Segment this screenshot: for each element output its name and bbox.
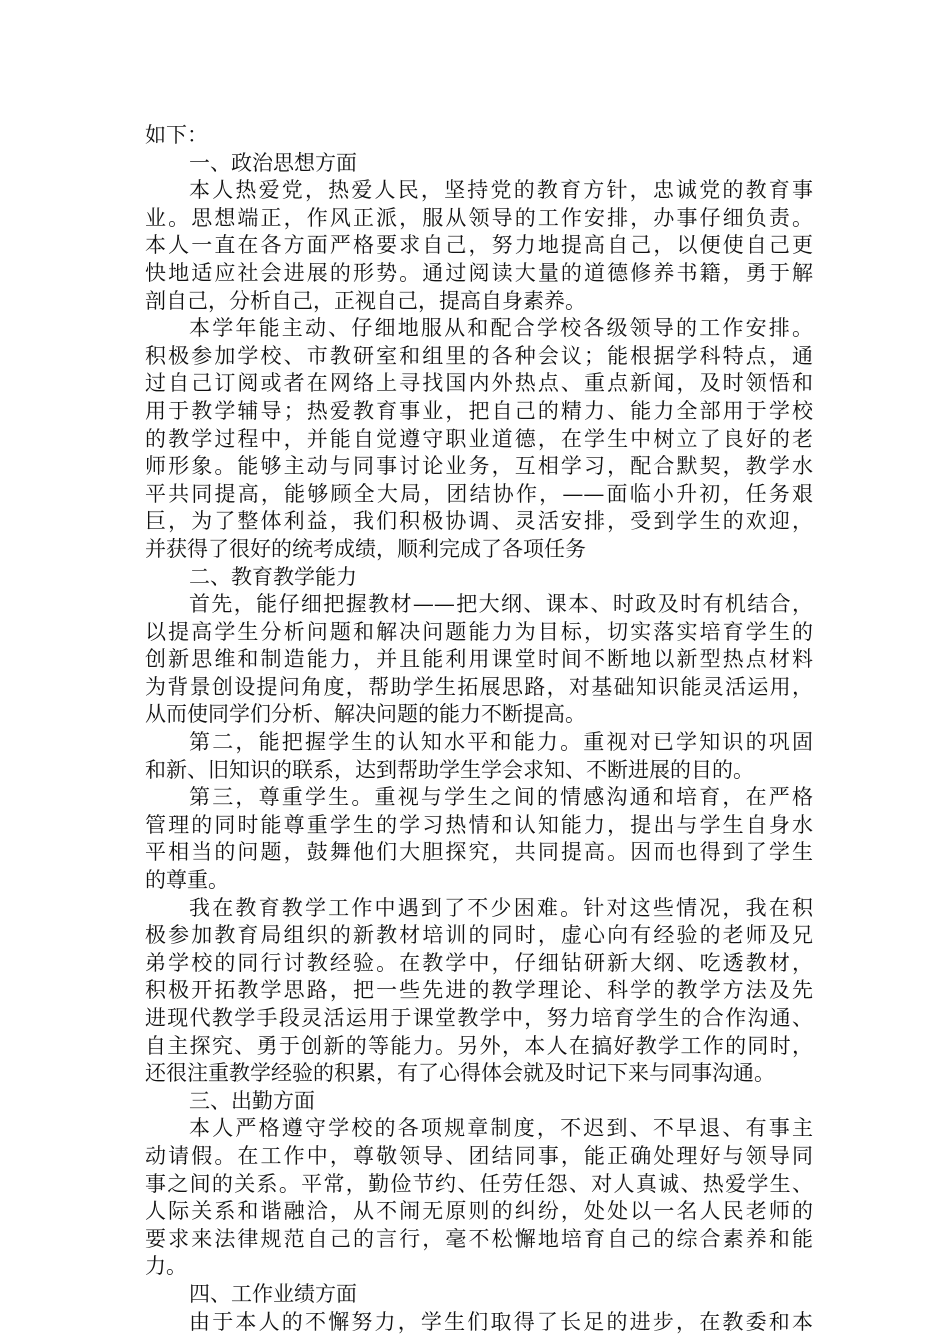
text-line: 极参加教育局组织的新教材培训的同时，虚心向有经验的老师及兄 [145, 923, 813, 948]
text-line: 要求来法律规范自己的言行，毫不松懈地培育自己的综合素养和能 [145, 1226, 813, 1251]
text-line: 积极开拓教学思路，把一些先进的教学理论、科学的教学方法及先 [145, 978, 813, 1003]
paragraph-last-line: 力。 [145, 1254, 187, 1279]
text-line: 管理的同时能尊重学生的学习热情和认知能力，提出与学生自身水 [145, 812, 813, 837]
text-line: 用于教学辅导；热爱教育事业，把自己的精力、能力全部用于学校 [145, 398, 813, 423]
text-line: 自主探究、勇于创新的等能力。另外，本人在搞好教学工作的同时， [145, 1033, 813, 1058]
paragraph-first-line: 第二，能把握学生的认知水平和能力。重视对已学知识的巩固 [189, 730, 813, 755]
paragraph-first-line: 首先，能仔细把握教材——把大纲、课本、时政及时有机结合， [189, 592, 813, 617]
paragraph-last-line: 从而使同学们分析、解决问题的能力不断提高。 [145, 702, 586, 727]
section-heading: 一、政治思想方面 [189, 150, 357, 175]
text-line: 人际关系和谐融洽，从不闹无原则的纠纷，处处以一名人民老师的 [145, 1199, 813, 1224]
paragraph-last-line: 剖自己，分析自己，正视自己，提高自身素养。 [145, 288, 586, 313]
text-line: 的教学过程中，并能自觉遵守职业道德，在学生中树立了良好的老 [145, 426, 813, 451]
text-line: 本人一直在各方面严格要求自己，努力地提高自己，以便使自己更 [145, 233, 813, 258]
text-line: 师形象。能够主动与同事讨论业务，互相学习，配合默契，教学水 [145, 454, 813, 479]
text-line: 进现代教学手段灵活运用于课堂教学中，努力培育学生的合作沟通、 [145, 1006, 813, 1030]
paragraph-first-line: 本人热爱党，热爱人民，坚持党的教育方针，忠诚党的教育事 [189, 178, 813, 203]
paragraph-first-line: 本人严格遵守学校的各项规章制度，不迟到、不早退、有事主 [189, 1116, 813, 1141]
text-line: 动请假。在工作中，尊敬领导、团结同事，能正确处理好与领导同 [145, 1143, 813, 1168]
paragraph-first-line: 第三，尊重学生。重视与学生之间的情感沟通和培育，在严格 [189, 785, 813, 810]
section-heading: 二、教育教学能力 [189, 564, 357, 589]
text-line: 为背景创设提问角度，帮助学生拓展思路，对基础知识能灵活运用， [145, 674, 813, 699]
text-line: 巨，为了整体利益，我们积极协调、灵活安排，受到学生的欢迎， [145, 509, 813, 534]
text-line: 以提高学生分析问题和解决问题能力为目标，切实落实培育学生的 [145, 619, 813, 644]
text-line: 弟学校的同行讨教经验。在教学中，仔细钻研新大纲、吃透教材， [145, 950, 813, 975]
paragraph-last-line: 如下： [145, 123, 208, 147]
section-heading: 三、出勤方面 [189, 1088, 315, 1113]
text-line: 积极参加学校、市教研室和组里的各种会议；能根据学科特点，通 [145, 343, 813, 368]
paragraph-last-line: 还很注重教学经验的积累，有了心得体会就及时记下来与同事沟通。 [145, 1061, 775, 1086]
text-line: 创新思维和制造能力，并且能利用课堂时间不断地以新型热点材料 [145, 647, 813, 672]
text-line: 平共同提高，能够顾全大局，团结协作，——面临小升初，任务艰 [145, 481, 813, 506]
text-line: 业。思想端正，作风正派，服从领导的工作安排，办事仔细负责。 [145, 205, 813, 230]
text-line: 平相当的问题，鼓舞他们大胆探究，共同提高。因而也得到了学生 [145, 840, 813, 865]
document-body [145, 122, 813, 1336]
paragraph-last-line: 并获得了很好的统考成绩，顺利完成了各项任务 [145, 536, 586, 561]
paragraph-first-line: 由于本人的不懈努力，学生们取得了长足的进步，在教委和本 [189, 1309, 813, 1334]
text-line: 事之间的关系。平常，勤俭节约、任劳任怨、对人真诚、热爱学生、 [145, 1171, 813, 1196]
paragraph-first-line: 本学年能主动、仔细地服从和配合学校各级领导的工作安排。 [189, 316, 813, 341]
section-heading: 四、工作业绩方面 [189, 1281, 357, 1306]
paragraph-last-line: 和新、旧知识的联系，达到帮助学生学会求知、不断进展的目的。 [145, 757, 754, 782]
text-line: 快地适应社会进展的形势。通过阅读大量的道德修养书籍，勇于解 [145, 260, 813, 285]
paragraph-last-line: 的尊重。 [145, 868, 229, 893]
paragraph-first-line: 我在教育教学工作中遇到了不少困难。针对这些情况，我在积 [189, 895, 813, 920]
text-line: 过自己订阅或者在网络上寻找国内外热点、重点新闻，及时领悟和 [145, 371, 813, 396]
